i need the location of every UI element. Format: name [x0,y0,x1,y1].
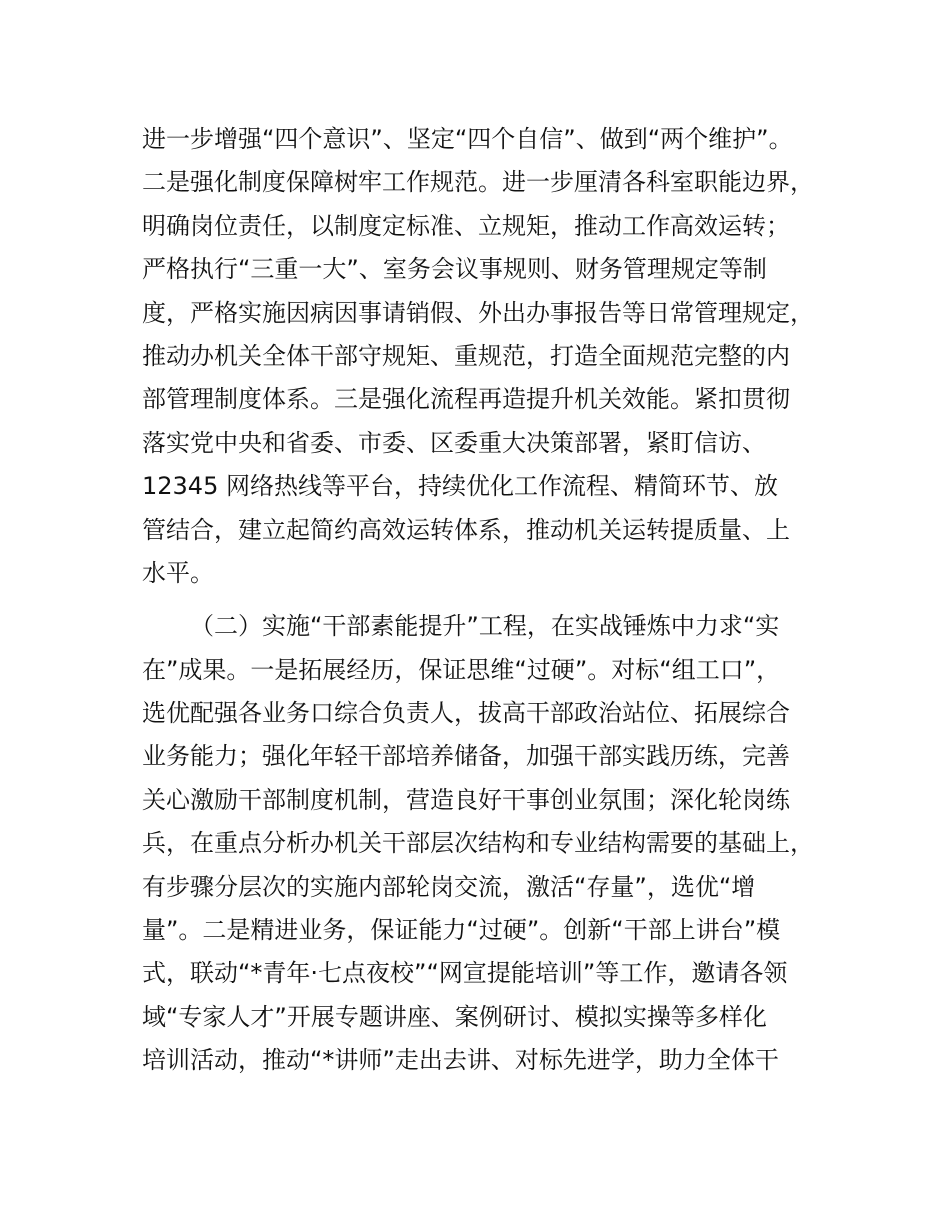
text-line: 水平。 [142,558,214,587]
text-line: 部管理制度体系。三是强化流程再造提升机关效能。紧扣贯彻 [142,385,790,414]
text-line: 12345 网络热线等平台，持续优化工作流程、精简环节、放 [142,472,778,501]
text-line: 落实党中央和省委、市委、区委重大决策部署，紧盯信访、 [142,428,766,457]
body-text [142,118,842,1083]
text-line: 关心激励干部制度机制，营造良好干事创业氛围；深化轮岗练 [142,785,790,814]
text-line: 严格执行“三重一大”、室务会议事规则、财务管理规定等制 [142,255,767,284]
text-line: 选优配强各业务口综合负责人，拔高干部政治站位、拓展综合 [142,699,790,728]
text-line: 度，严格实施因病因事请销假、外出办事报告等日常管理规定， [142,298,814,327]
text-line: 进一步增强“四个意识”、坚定“四个自信”、做到“两个维护”。 [142,125,793,153]
text-line: 管结合，建立起简约高效运转体系，推动机关运转提质量、上 [142,515,790,544]
text-line: 量”。二是精进业务，保证能力“过硬”。创新“干部上讲台”模 [142,916,781,945]
paragraph-spacer [142,595,842,605]
paragraph-1 [142,118,842,595]
text-line: 业务能力；强化年轻干部培养储备，加强干部实践历练，完善 [142,742,790,771]
text-line: （二）实施“干部素能提升”工程，在实战锤炼中力求“实 [190,612,780,641]
text-line: 二是强化制度保障树牢工作规范。进一步厘清各科室职能边界， [142,168,814,197]
text-line: 域“专家人才”开展专题讲座、案例研讨、模拟实操等多样化 [142,1002,767,1031]
text-line: 兵，在重点分析办机关干部层次结构和专业结构需要的基础上， [142,829,814,858]
text-line: 式，联动“*青年·七点夜校”“网宣提能培训”等工作，邀请各领 [142,959,788,988]
paragraph-2 [142,605,842,1082]
text-line: 在”成果。一是拓展经历，保证思维“过硬”。对标“组工口”， [142,655,781,684]
text-line: 有步骤分层次的实施内部轮岗交流，激活“存量”，选优“增 [142,872,756,901]
text-line: 明确岗位责任，以制度定标准、立规矩，推动工作高效运转； [142,211,790,240]
text-line: 推动办机关全体干部守规矩、重规范，打造全面规范完整的内 [142,341,790,370]
text-line: 培训活动，推动“*讲师”走出去讲、对标先进学，助力全体干 [142,1046,779,1075]
